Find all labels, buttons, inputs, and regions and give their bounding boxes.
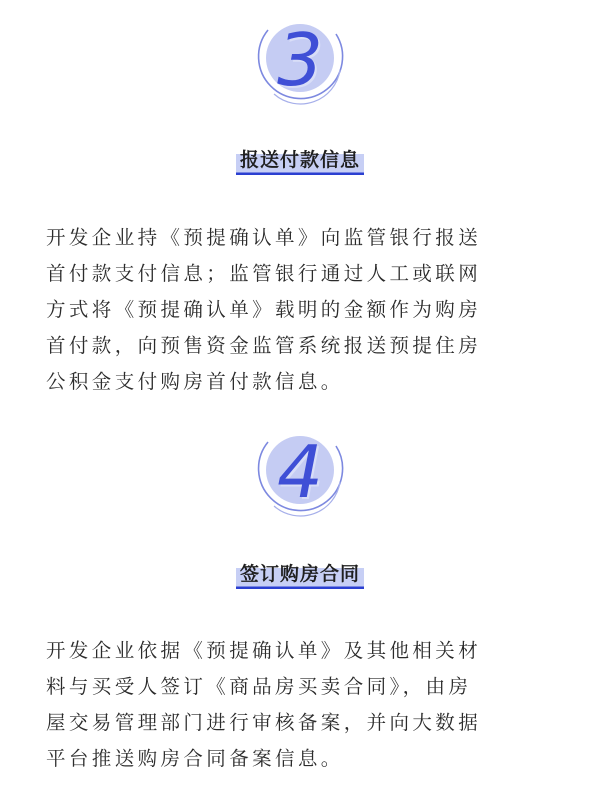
paragraph-line: 首付款支付信息；监管银行通过人工或联网 xyxy=(46,262,482,285)
paragraph-line: 料与买受人签订《商品房买卖合同》，由房 xyxy=(46,675,472,698)
paragraph-line: 屋交易管理部门进行审核备案，并向大数据 xyxy=(46,711,482,734)
paragraph-line: 首付款，向预售资金监管系统报送预提住房 xyxy=(46,334,482,357)
paragraph-line: 开发企业依据《预提确认单》及其他相关材 xyxy=(46,639,482,662)
step-badge-circle-icon xyxy=(240,412,360,532)
step-3-heading-wrap xyxy=(0,145,600,175)
paragraph-line: 方式将《预提确认单》载明的金额作为购房 xyxy=(46,298,482,321)
paragraph-line: 公积金支付购房首付款信息。 xyxy=(46,370,344,393)
paragraph-line: 开发企业持《预提确认单》向监管银行报送 xyxy=(46,226,482,249)
section-heading: 签订购房合同 xyxy=(236,559,364,589)
step-4-badge xyxy=(240,412,360,532)
section-heading: 报送付款信息 xyxy=(236,145,364,175)
step-number: 4 xyxy=(277,430,323,514)
step-badge-circle-icon xyxy=(240,0,360,120)
step-4-heading-wrap xyxy=(0,559,600,589)
paragraph-line: 平台推送购房合同备案信息。 xyxy=(46,747,344,770)
step-3-paragraph xyxy=(46,220,556,400)
step-4-paragraph xyxy=(46,633,556,777)
step-number: 3 xyxy=(277,18,323,102)
step-3-badge xyxy=(240,0,360,120)
